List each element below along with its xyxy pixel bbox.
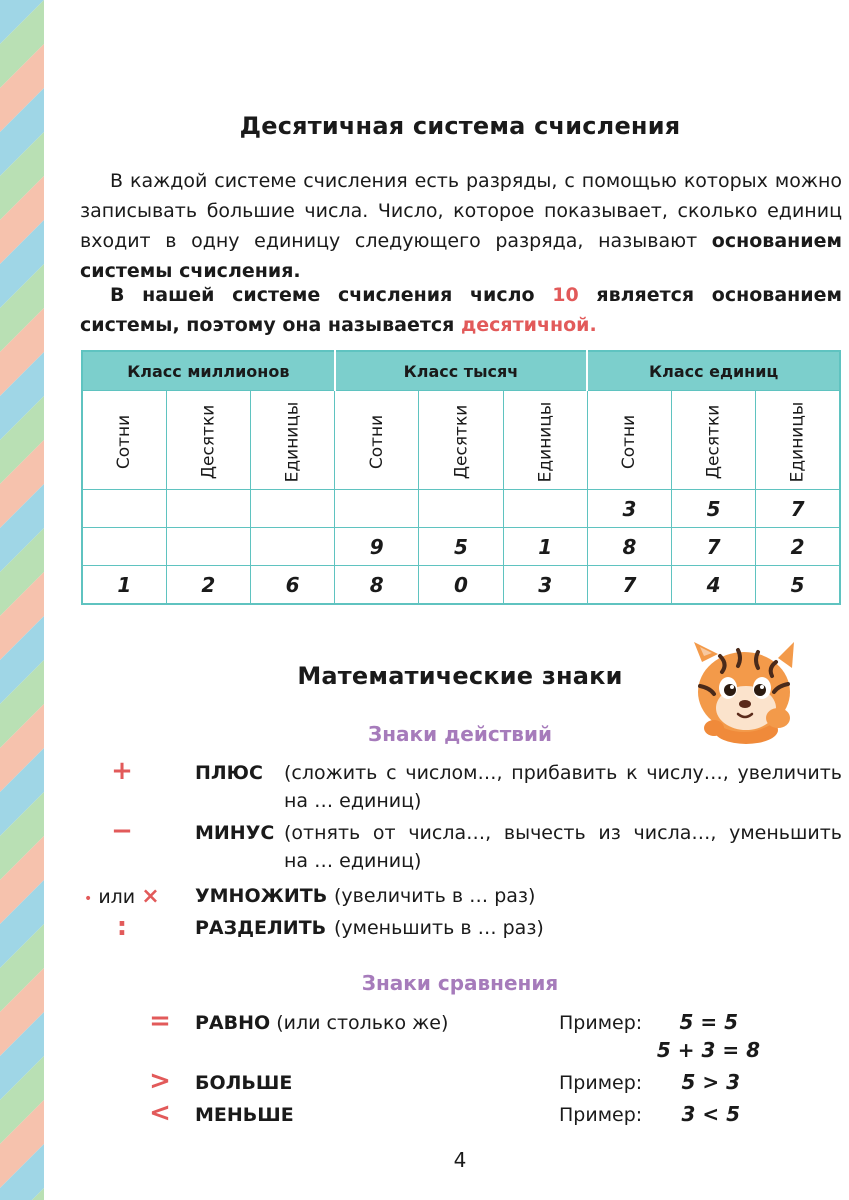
class-header: Класс тысяч xyxy=(335,351,588,391)
table-cell xyxy=(250,528,334,566)
table-cell: 7 xyxy=(756,490,840,528)
equal-desc: (или столько же) xyxy=(276,1012,449,1034)
table-cell: 2 xyxy=(166,566,250,605)
comparison-subtitle: Знаки сравнения xyxy=(361,971,559,995)
multiply-desc: (увеличить в … раз) xyxy=(334,885,536,907)
plus-desc-line1: (сложить с числом…, прибавить к числу…, увеличить xyxy=(284,762,842,784)
digit-header xyxy=(250,391,334,490)
divide-sign: : xyxy=(116,912,128,942)
base-text-b: является основанием системы, поэтому она называется xyxy=(80,284,842,336)
base-text-a: В нашей системе счисления число xyxy=(110,284,553,306)
table-cell: 2 xyxy=(756,528,840,566)
digit-label: Единицы xyxy=(535,401,556,483)
greater-example-label: Пример: xyxy=(559,1072,643,1094)
table-cell xyxy=(166,528,250,566)
table-cell xyxy=(82,490,166,528)
equal-example-2: 5 + 3 = 8 xyxy=(656,1038,760,1062)
divide-name: РАЗДЕЛИТЬ xyxy=(195,917,327,939)
table-cell: 6 xyxy=(250,566,334,605)
digit-label: Десятки xyxy=(198,404,219,480)
equal-example-1: 5 = 5 xyxy=(679,1010,738,1034)
table-cell: 5 xyxy=(672,490,756,528)
table-cell: 5 xyxy=(756,566,840,605)
table-cell: 8 xyxy=(335,566,419,605)
table-cell: 1 xyxy=(503,528,587,566)
or-word: или xyxy=(98,886,136,908)
table-cell: 4 xyxy=(672,566,756,605)
class-header: Класс единиц xyxy=(587,351,840,391)
digit-header xyxy=(82,391,166,490)
digit-header-row xyxy=(82,391,840,490)
section-title-math-signs: Математические знаки xyxy=(297,662,623,690)
multiply-signs xyxy=(84,884,160,909)
minus-sign: − xyxy=(111,816,133,846)
base-paragraph xyxy=(80,280,842,340)
less-name: МЕНЬШЕ xyxy=(195,1104,294,1126)
table-cell xyxy=(250,490,334,528)
plus-name: ПЛЮС xyxy=(195,762,263,784)
base-number: 10 xyxy=(552,284,579,306)
digit-header xyxy=(335,391,419,490)
less-example: 3 < 5 xyxy=(681,1102,740,1126)
digit-header xyxy=(503,391,587,490)
greater-sign: > xyxy=(149,1066,171,1096)
table-cell xyxy=(503,490,587,528)
digit-header xyxy=(756,391,840,490)
table-cell: 8 xyxy=(587,528,671,566)
minus-desc-line1: (отнять от числа…, вычесть из числа…, уменьшить xyxy=(284,822,842,844)
table-cell xyxy=(335,490,419,528)
minus-name: МИНУС xyxy=(195,822,275,844)
page-number: 4 xyxy=(453,1148,467,1172)
plus-desc-line2: на … единиц) xyxy=(284,790,422,812)
digit-label: Сотни xyxy=(114,414,135,470)
operations-subtitle: Знаки действий xyxy=(368,722,552,746)
plus-sign: + xyxy=(111,756,133,786)
table-row xyxy=(82,566,840,605)
divide-desc: (уменьшить в … раз) xyxy=(334,917,544,939)
table-cell xyxy=(419,490,503,528)
table-cell: 0 xyxy=(419,566,503,605)
table-row xyxy=(82,490,840,528)
less-example-label: Пример: xyxy=(559,1104,643,1126)
table-cell: 7 xyxy=(587,566,671,605)
digit-label: Сотни xyxy=(619,414,640,470)
table-cell: 9 xyxy=(335,528,419,566)
table-cell: 3 xyxy=(503,566,587,605)
equal-sign: = xyxy=(149,1006,171,1036)
digit-header xyxy=(166,391,250,490)
decimal-word: десятичной. xyxy=(460,314,597,336)
dot-sign: • xyxy=(84,891,93,907)
class-header: Класс миллионов xyxy=(82,351,335,391)
table-cell xyxy=(82,528,166,566)
multiply-name: УМНОЖИТЬ xyxy=(195,885,328,907)
digit-label: Сотни xyxy=(366,414,387,470)
cross-sign: × xyxy=(141,884,160,909)
table-cell: 3 xyxy=(587,490,671,528)
digit-header xyxy=(672,391,756,490)
greater-example: 5 > 3 xyxy=(681,1070,740,1094)
section-title-decimal: Десятичная система счисления xyxy=(239,112,681,140)
table-row xyxy=(82,528,840,566)
digit-header xyxy=(587,391,671,490)
intro-bold-term: основанием системы счисления. xyxy=(80,230,842,282)
intro-text: В каждой системе счисления есть разряды, с помощью которых можно записывать большие числа. Число, которое показывает, сколько единиц входит в одну единицу следующего разряда, называют xyxy=(80,170,842,252)
greater-name: БОЛЬШЕ xyxy=(195,1072,293,1094)
equal-row xyxy=(195,1012,448,1034)
equal-example-label: Пример: xyxy=(559,1012,643,1034)
decorative-border xyxy=(0,0,44,1200)
table-cell: 5 xyxy=(419,528,503,566)
digit-header xyxy=(419,391,503,490)
digit-label: Десятки xyxy=(450,404,471,480)
table-cell xyxy=(166,490,250,528)
less-sign: < xyxy=(149,1098,171,1128)
tiger-mascot-icon xyxy=(680,636,810,746)
table-cell: 7 xyxy=(672,528,756,566)
equal-name: РАВНО xyxy=(195,1012,271,1034)
digit-label: Единицы xyxy=(787,401,808,483)
place-value-table xyxy=(81,350,841,605)
digit-label: Единицы xyxy=(282,401,303,483)
minus-desc-line2: на … единиц) xyxy=(284,850,422,872)
class-header-row xyxy=(82,351,840,391)
table-cell: 1 xyxy=(82,566,166,605)
digit-label: Десятки xyxy=(703,404,724,480)
intro-paragraph xyxy=(80,166,842,286)
